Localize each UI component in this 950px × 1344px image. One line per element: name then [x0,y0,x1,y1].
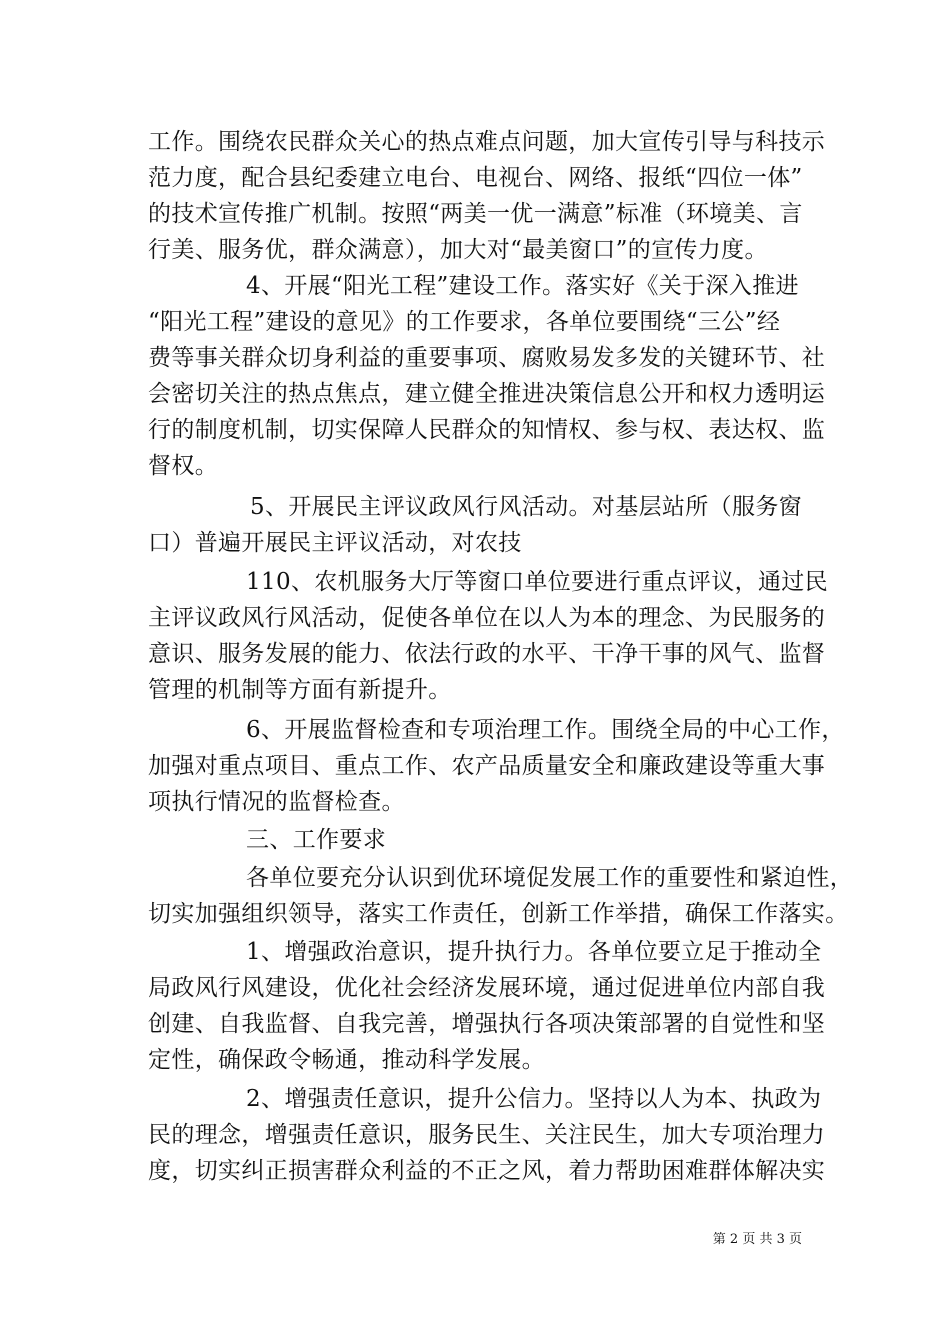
body-text-line: 定性，确保政令畅通，推动科学发展。 [148,1047,545,1073]
body-text-line: 加强对重点项目、重点工作、农产品质量安全和廉政建设等重大事 [148,753,826,779]
section-heading-1: 1、增强政治意识，提升执行力。各单位要立足于推动全 [246,939,822,965]
body-text-line: 主评议政风行风活动，促使各单位在以人为本的理念、为民服务的 [148,605,826,631]
body-text-line: 费等事关群众切身利益的重要事项、腐败易发多发的关键环节、社 [148,345,826,371]
body-text-line: 度，切实纠正损害群众利益的不正之风，着力帮助困难群体解决实 [148,1158,826,1184]
body-text-line: 局政风行风建设，优化社会经济发展环境，通过促进单位内部自我 [148,975,826,1001]
page-number-footer: 第 2 页 共 3 页 [712,1232,802,1247]
section-heading-4: 4、开展“阳光工程”建设工作。落实好《关于深入推进 [246,273,799,299]
section-heading-2: 2、增强责任意识，提升公信力。坚持以人为本、执政为 [246,1086,822,1112]
body-text-line: 工作。围绕农民群众关心的热点难点问题，加大宣传引导与科技示 [148,129,826,155]
body-text-line: 范力度，配合县纪委建立电台、电视台、网络、报纸“四位一体” [148,165,803,191]
body-text-line: 督权。 [148,453,219,479]
body-text-line: 管理的机制等方面有新提升。 [148,677,452,703]
section-heading-5: 5、开展民主评议政风行风活动。对基层站所（服务窗 [250,494,803,520]
body-text-line: 各单位要充分认识到优环境促发展工作的重要性和紧迫性， [246,865,854,891]
chapter-heading-work-requirements: 三、工作要求 [246,827,387,853]
body-text-line: 创建、自我监督、自我完善，增强执行各项决策部署的自觉性和坚 [148,1011,826,1037]
body-text-line: 会密切关注的热点焦点，建立健全推进决策信息公开和权力透明运 [148,381,826,407]
body-text-line: 口）普遍开展民主评议活动，对农技 [148,530,522,556]
body-text-line: 民的理念，增强责任意识，服务民生、关注民生，加大专项治理力 [148,1122,826,1148]
section-heading-6: 6、开展监督检查和专项治理工作。围绕全局的中心工作， [246,717,845,743]
body-text-line: 意识、服务发展的能力、依法行政的水平、干净干事的风气、监督 [148,641,826,667]
body-text-line: 行的制度机制，切实保障人民群众的知情权、参与权、表达权、监 [148,417,826,443]
body-text-line: 行美、服务优，群众满意），加大对“最美窗口”的宣传力度。 [148,237,768,263]
body-text-line: 110、农机服务大厅等窗口单位要进行重点评议，通过民 [246,569,828,595]
body-text-line: “阳光工程”建设的意见》的工作要求，各单位要围绕“三公”经 [148,309,781,335]
body-text-line: 项执行情况的监督检查。 [148,789,405,815]
body-text-line: 的技术宣传推广机制。按照“两美一优一满意”标准（环境美、言 [148,201,803,227]
body-text-line: 切实加强组织领导，落实工作责任，创新工作举措，确保工作落实。 [148,901,849,927]
